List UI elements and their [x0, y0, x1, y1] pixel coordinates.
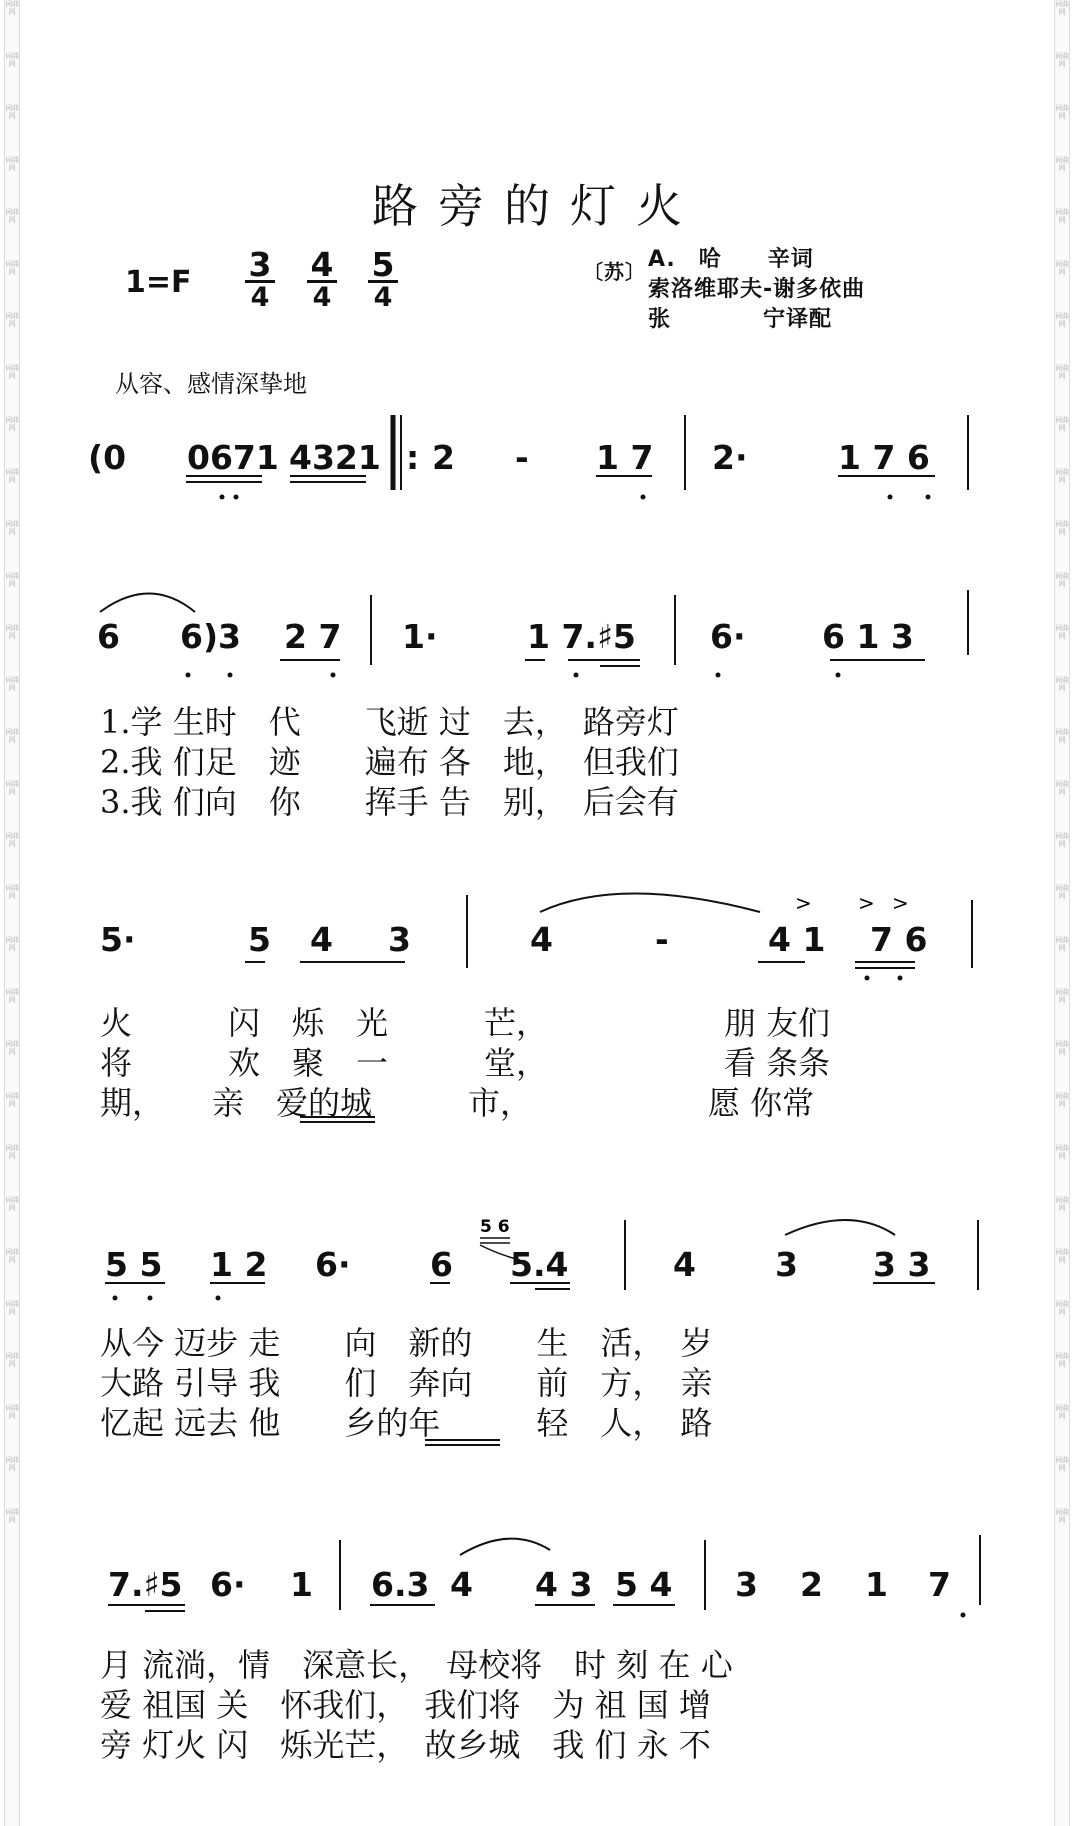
- note-group: 1 7.♯5: [527, 617, 636, 656]
- note-group: 1 2: [210, 1245, 268, 1284]
- note-group: 7 6: [870, 920, 928, 959]
- lyric-verse-2: 爱 祖国 关 怀我们， 我们将 为 祖 国 增: [100, 1686, 711, 1724]
- note-group: 6)3: [180, 617, 242, 656]
- tempo-marking: 从容、感情深挚地: [115, 370, 307, 398]
- lyric-verse-3: 忆起 远去 他 乡的年 轻 人， 路: [100, 1404, 713, 1442]
- meter-5-4: 5 4: [368, 250, 398, 313]
- note-group: 4: [310, 920, 333, 959]
- accent-mark: >: [892, 891, 909, 915]
- lyric-verse-1: 火 闪 烁 光 芒， 朋 友们: [100, 1004, 831, 1042]
- tie: [460, 1539, 550, 1555]
- octave-dot: [865, 976, 870, 981]
- credit-translator: 张 宁译配: [648, 307, 833, 332]
- note-group: 4: [450, 1565, 473, 1604]
- key-signature: 1=F: [125, 265, 192, 300]
- note-group: 5.4: [510, 1245, 569, 1284]
- octave-dot: [216, 1296, 221, 1301]
- note-group: 1·: [402, 617, 438, 656]
- octave-dot: [926, 495, 931, 500]
- note-group: 1 7: [596, 438, 654, 477]
- grace-slur: [480, 1245, 520, 1260]
- left-watermark-strip: 词曲网 词曲网 词曲网 词曲网 词曲网 词曲网 词曲网 词曲网 词曲网 词曲网 词曲网 词曲网 词曲网 词曲网 词曲网 词曲网 词曲网 词曲网 词曲网 词曲网 词曲网 词曲网 词曲网 词曲网 词曲网 词曲网 词曲网 词曲网 词曲网 词曲网: [4, 0, 20, 1826]
- note-group: 0671: [187, 438, 279, 477]
- song-title: 路旁的灯火: [372, 179, 702, 233]
- octave-dot: [113, 1296, 118, 1301]
- note-group: 1: [865, 1565, 888, 1604]
- lyric-verse-1: 1.学 生时 代 飞逝 过 去， 路旁灯: [100, 703, 679, 741]
- tie: [540, 894, 760, 913]
- lyric-verse-2: 2.我 们足 迹 遍布 各 地， 但我们: [100, 743, 679, 781]
- note-group: 3: [735, 1565, 758, 1604]
- credit-composer: 索洛维耶夫-谢多依曲: [648, 277, 866, 302]
- note-group: 2: [432, 438, 455, 477]
- credit-lyricist: A. 哈 辛词: [648, 247, 814, 272]
- note-group: 3 3: [873, 1245, 931, 1284]
- note-group: 6·: [210, 1565, 246, 1604]
- note-group: -: [515, 438, 529, 477]
- octave-dot: [331, 673, 336, 678]
- octave-dot: [641, 495, 646, 500]
- lyric-verse-3: 3.我 们向 你 挥手 告 别， 后会有: [100, 783, 679, 821]
- note-group: 4321: [289, 438, 381, 477]
- note-group: (0: [88, 438, 127, 477]
- note-group: 3: [775, 1245, 798, 1284]
- meter-3-4: 3 4: [245, 250, 275, 313]
- octave-dot: [888, 495, 893, 500]
- note-group: 4 3: [535, 1565, 593, 1604]
- note-group: 2·: [712, 438, 748, 477]
- octave-dot: [716, 673, 721, 678]
- note-group: 6 1 3: [822, 617, 914, 656]
- meter-4-4: 4 4: [307, 250, 337, 313]
- note-group: 5 5: [105, 1245, 163, 1284]
- octave-dot: [228, 673, 233, 678]
- note-group: -: [655, 920, 669, 959]
- octave-dot: [234, 495, 239, 500]
- note-group: :: [406, 438, 420, 477]
- note-group: 7: [928, 1565, 951, 1604]
- grace-notes: 5 6: [480, 1217, 510, 1237]
- credit-origin: 〔苏〕: [583, 260, 646, 284]
- note-group: 1: [290, 1565, 313, 1604]
- lyric-verse-2: 大路 引导 我 们 奔向 前 方， 亲: [100, 1364, 713, 1402]
- octave-dot: [574, 673, 579, 678]
- note-group: 6·: [710, 617, 746, 656]
- note-group: 3: [388, 920, 411, 959]
- accent-mark: >: [795, 891, 812, 915]
- tie: [785, 1220, 895, 1235]
- note-group: 6: [97, 617, 120, 656]
- note-group: 4: [673, 1245, 696, 1284]
- note-group: 6·: [315, 1245, 351, 1284]
- octave-dot: [220, 495, 225, 500]
- note-group: 5·: [100, 920, 136, 959]
- note-group: 5 4: [615, 1565, 673, 1604]
- lyric-verse-2: 将 欢 聚 一 堂， 看 条条: [100, 1044, 831, 1082]
- octave-dot: [836, 673, 841, 678]
- note-group: 4: [530, 920, 553, 959]
- lyric-verse-3: 期， 亲 爱的城 市， 愿 你常: [100, 1084, 815, 1122]
- note-group: 6.3: [371, 1565, 430, 1604]
- note-group: 2: [800, 1565, 823, 1604]
- lyric-verse-1: 月 流淌，情 深意长， 母校将 时 刻 在 心: [100, 1646, 733, 1684]
- note-group: 2 7: [284, 617, 342, 656]
- note-group: 6: [430, 1245, 453, 1284]
- octave-dot: [186, 673, 191, 678]
- accent-mark: >: [858, 891, 875, 915]
- octave-dot: [898, 976, 903, 981]
- octave-dot: [961, 1613, 966, 1618]
- lyric-verse-1: 从今 迈步 走 向 新的 生 活， 岁: [100, 1324, 713, 1362]
- note-group: 4 1: [768, 920, 826, 959]
- lyric-verse-3: 旁 灯火 闪 烁光芒， 故乡城 我 们 永 不: [100, 1726, 711, 1764]
- tie: [100, 594, 195, 613]
- note-group: 7.♯5: [108, 1565, 183, 1604]
- octave-dot: [148, 1296, 153, 1301]
- note-group: 5: [248, 920, 271, 959]
- note-group: 1 7 6: [838, 438, 930, 477]
- right-watermark-strip: 词曲网 词曲网 词曲网 词曲网 词曲网 词曲网 词曲网 词曲网 词曲网 词曲网 词曲网 词曲网 词曲网 词曲网 词曲网 词曲网 词曲网 词曲网 词曲网 词曲网 词曲网 词曲网 词曲网 词曲网 词曲网 词曲网 词曲网 词曲网 词曲网 词曲网: [1054, 0, 1070, 1826]
